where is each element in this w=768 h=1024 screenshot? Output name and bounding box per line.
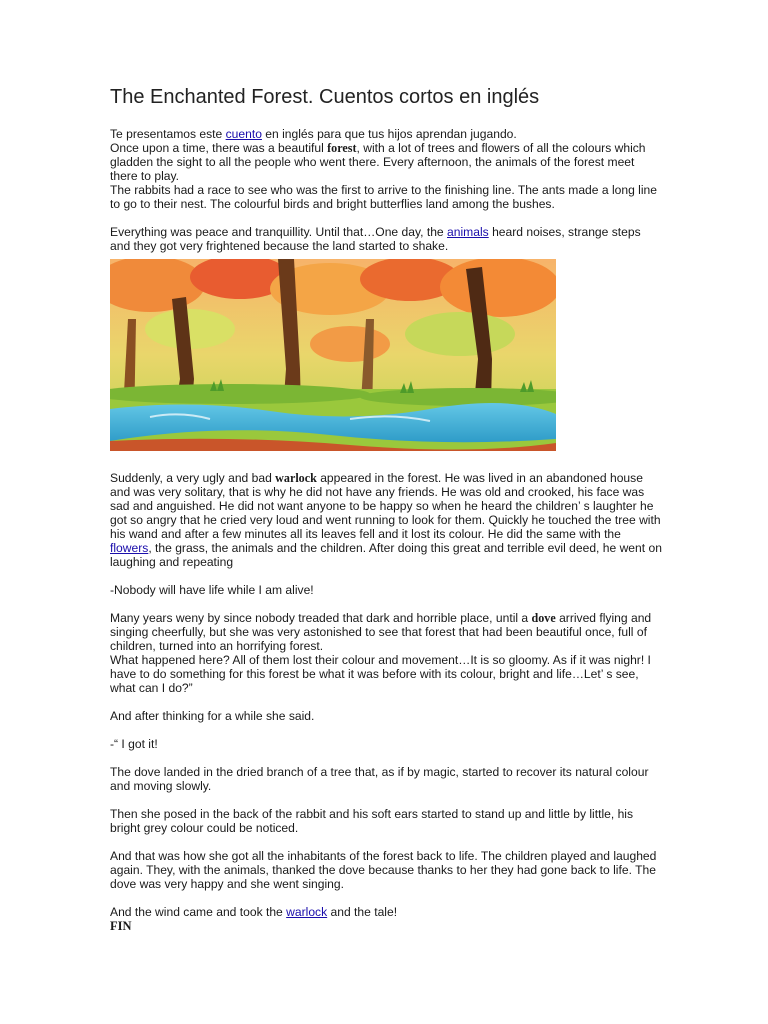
text: arrived flying and singing cheerfully, but she was very astonished to see that forest that had been beautiful once, full of children, turned into an horrifying forest. bbox=[110, 611, 652, 653]
paragraph-3 bbox=[110, 225, 662, 253]
paragraph-8: And after thinking for a while she said. bbox=[110, 709, 315, 723]
page-title: The Enchanted Forest. Cuentos cortos en inglés bbox=[110, 86, 540, 108]
paragraph-9: -“ I got it! bbox=[110, 737, 158, 751]
forest-illustration bbox=[110, 259, 556, 451]
text: en inglés para que tus hijos aprendan jugando. bbox=[261, 127, 517, 141]
link-flowers[interactable]: flowers bbox=[110, 541, 149, 555]
paragraph-1 bbox=[110, 141, 662, 183]
spacer bbox=[110, 751, 662, 765]
paragraph-5: -Nobody will have life while I am alive! bbox=[110, 583, 314, 597]
paragraph-2: The rabbits had a race to see who was the first to arrive to the finishing line. The ants made a long line to go to their nest. The colourful birds and bright butterflies land among the bushes. bbox=[110, 183, 657, 211]
link-animals[interactable]: animals bbox=[447, 225, 489, 239]
link-cuento[interactable]: cuento bbox=[225, 127, 262, 141]
bold-word-dove: dove bbox=[531, 611, 556, 625]
paragraph-7: What happened here? All of them lost their colour and movement…It is so gloomy. As if it was nighr! I have to do something for this forest be what it was before with its colour, bright and life…Let’ s see, what can I do?” bbox=[110, 653, 651, 695]
text: Everything was peace and tranquillity. Until that…One day, the bbox=[110, 225, 448, 239]
paragraph-13 bbox=[110, 905, 662, 919]
paragraph-11: Then she posed in the back of the rabbit and his soft ears started to stand up and little by little, his bright grey colour could be noticed. bbox=[110, 807, 634, 835]
spacer bbox=[110, 569, 662, 583]
paragraph-12: And that was how she got all the inhabitants of the forest back to life. The children played and laughed again. They, with the animals, thanked the dove because thanks to her they had gone back to life. The dove was very happy and she went singing. bbox=[110, 849, 657, 891]
text: and the tale! bbox=[327, 905, 398, 919]
spacer bbox=[110, 211, 662, 225]
paragraph-10: The dove landed in the dried branch of a tree that, as if by magic, started to recover its natural colour and moving slowly. bbox=[110, 765, 649, 793]
text: , with a lot of trees and flowers of all the colours which gladden the sight to all the people who went there. Every afternoon, the animals of the forest meet there to play. bbox=[110, 141, 646, 183]
text: And the wind came and took the bbox=[110, 905, 287, 919]
text: Many years weny by since nobody treaded that dark and horrible place, until a bbox=[110, 611, 532, 625]
spacer bbox=[110, 793, 662, 807]
text: Suddenly, a very ugly and bad bbox=[110, 471, 276, 485]
bold-word-forest: forest bbox=[327, 141, 357, 155]
link-warlock[interactable]: warlock bbox=[286, 905, 328, 919]
spacer bbox=[110, 891, 662, 905]
paragraph-4 bbox=[110, 471, 662, 569]
fin-label: FIN bbox=[110, 919, 132, 933]
spacer bbox=[110, 723, 662, 737]
text: Once upon a time, there was a beautiful bbox=[110, 141, 328, 155]
text: Te presentamos este bbox=[110, 127, 226, 141]
bold-word-warlock: warlock bbox=[275, 471, 317, 485]
spacer bbox=[110, 835, 662, 849]
spacer bbox=[110, 695, 662, 709]
text: , the grass, the animals and the children. After doing this great and terrible evil deed, he went on laughing and repeating bbox=[110, 541, 662, 569]
intro-paragraph bbox=[110, 127, 662, 141]
article bbox=[110, 84, 662, 933]
paragraph-6 bbox=[110, 611, 662, 653]
text: heard noises, strange steps and they got very frightened because the land started to shake. bbox=[110, 225, 641, 253]
spacer bbox=[110, 597, 662, 611]
text: appeared in the forest. He was lived in an abandoned house and was very solitary, that is why he did not have any friends. He was old and crooked, his face was sad and anguished. He did not want anyone to be happy so when he heard the children’ s laughter he got so angry that he cried very loud and went running to look for them. Quickly he touched the tree with his wand and after a few minutes all its leaves fell and it lost its colour. He did the same with the bbox=[110, 471, 661, 541]
